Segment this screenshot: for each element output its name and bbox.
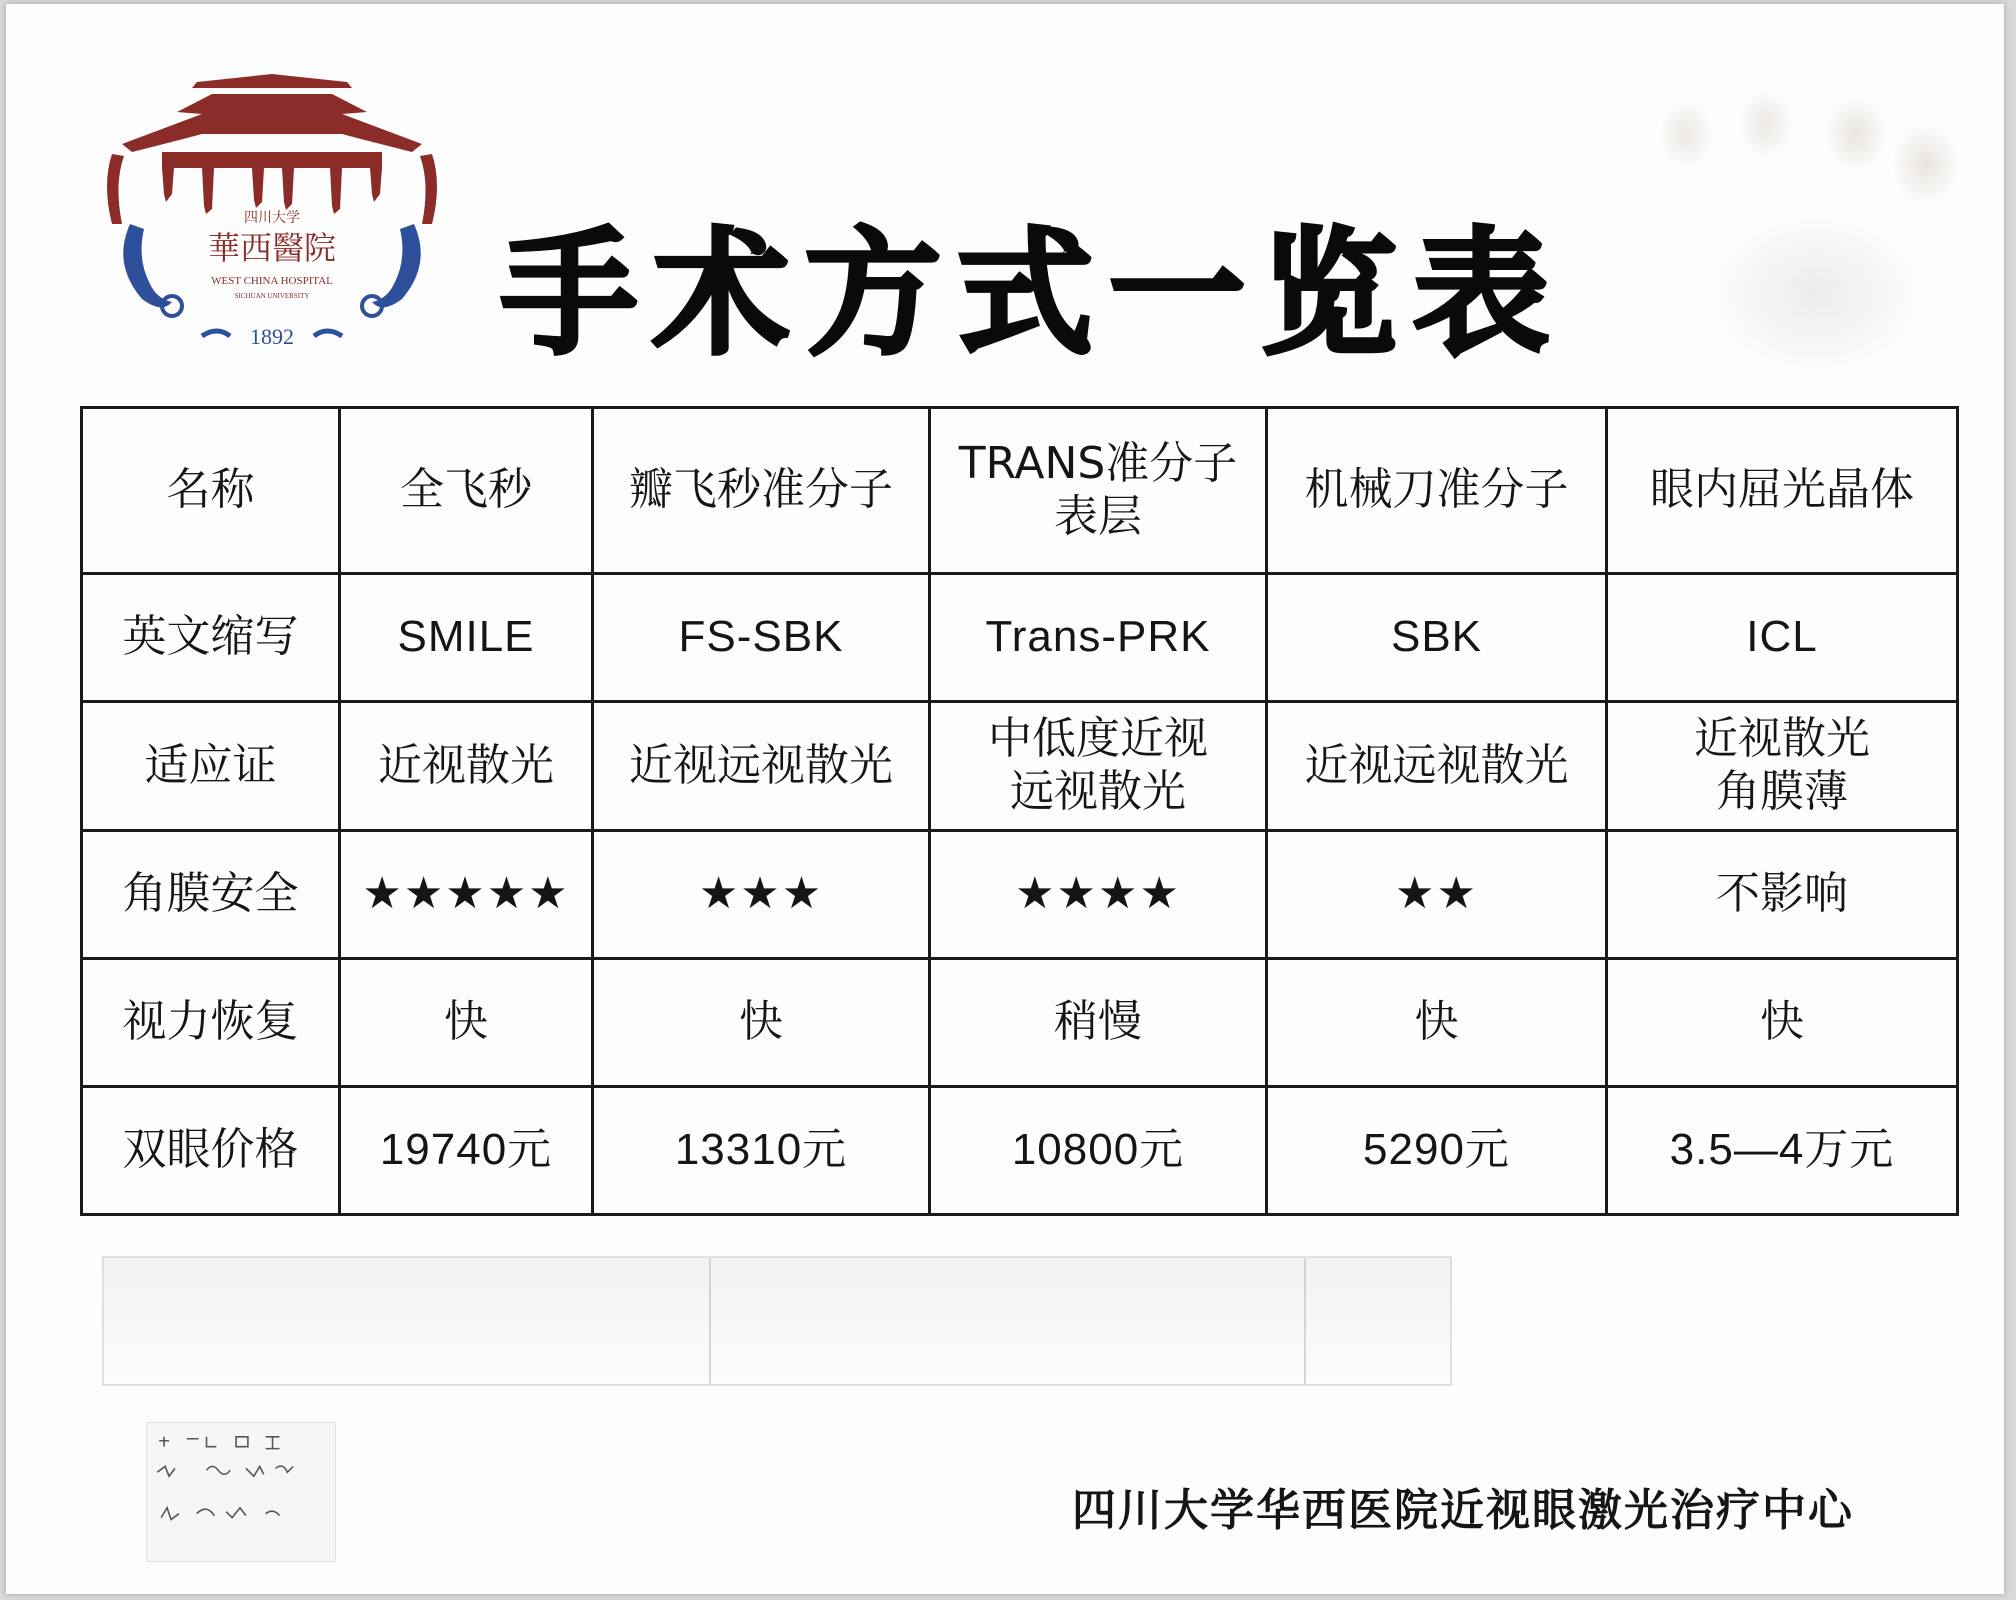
table-cell: SMILE	[340, 574, 593, 702]
tape-seam	[1304, 1258, 1306, 1384]
table-cell: FS-SBK	[593, 574, 930, 702]
handwritten-note	[146, 1422, 336, 1562]
background-staff-photo	[1566, 14, 2004, 394]
tape-strip	[102, 1256, 1452, 1386]
handwritten-scribble	[147, 1423, 335, 1561]
table-cell: 中低度近视 远视散光	[930, 702, 1267, 830]
table-cell: 快	[1267, 958, 1607, 1086]
table-cell: 近视远视散光	[593, 702, 930, 830]
table-row	[82, 702, 1958, 830]
table-cell: ICL	[1607, 574, 1958, 702]
hospital-logo-graphic	[102, 74, 442, 364]
star-rating: ★★★★	[930, 830, 1267, 958]
table-cell: 不影响	[1607, 830, 1958, 958]
row-label: 视力恢复	[82, 958, 340, 1086]
logo-text-en: WEST CHINA HOSPITAL	[211, 275, 333, 287]
table-cell: 稍慢	[930, 958, 1267, 1086]
table-cell: 快	[1607, 958, 1958, 1086]
price-cell: 13310元	[593, 1086, 930, 1214]
hospital-logo	[102, 74, 442, 364]
page-title: 手术方式一览表	[501, 216, 1565, 374]
star-rating: ★★	[1267, 830, 1607, 958]
table-header-row	[82, 408, 1958, 574]
table-cell: 近视远视散光	[1267, 702, 1607, 830]
logo-text-en-sub: SICHUAN UNIVERSITY	[234, 292, 310, 300]
header-cell: 眼内屈光晶体	[1607, 408, 1958, 574]
table-cell: Trans-PRK	[930, 574, 1267, 702]
price-cell: 10800元	[930, 1086, 1267, 1214]
price-cell: 19740元	[340, 1086, 593, 1214]
table-cell: 快	[340, 958, 593, 1086]
table-row	[82, 1086, 1958, 1214]
table-row	[82, 830, 1958, 958]
surgery-comparison-table	[80, 406, 1959, 1216]
footer-center-name: 四川大学华西医院近视眼激光治疗中心	[1072, 1485, 1854, 1536]
table-row	[82, 958, 1958, 1086]
star-rating: ★★★	[593, 830, 930, 958]
table-row	[82, 574, 1958, 702]
header-cell: 瓣飞秒准分子	[593, 408, 930, 574]
header-cell: TRANS准分子 表层	[930, 408, 1267, 574]
header-cell: 全飞秒	[340, 408, 593, 574]
table-cell: SBK	[1267, 574, 1607, 702]
row-label: 角膜安全	[82, 830, 340, 958]
poster-board	[6, 4, 2004, 1594]
row-label: 英文缩写	[82, 574, 340, 702]
header-cell: 机械刀准分子	[1267, 408, 1607, 574]
price-cell: 5290元	[1267, 1086, 1607, 1214]
logo-text-main: 華西醫院	[207, 229, 337, 267]
star-rating: ★★★★★	[340, 830, 593, 958]
table-cell: 近视散光	[340, 702, 593, 830]
table-cell: 快	[593, 958, 930, 1086]
row-label: 适应证	[82, 702, 340, 830]
price-cell: 3.5—4万元	[1607, 1086, 1958, 1214]
tape-seam	[709, 1258, 711, 1384]
logo-year: 1892	[250, 324, 294, 349]
header-cell: 名称	[82, 408, 340, 574]
logo-text-top: 四川大学	[244, 210, 300, 226]
table-cell: 近视散光 角膜薄	[1607, 702, 1958, 830]
row-label: 双眼价格	[82, 1086, 340, 1214]
